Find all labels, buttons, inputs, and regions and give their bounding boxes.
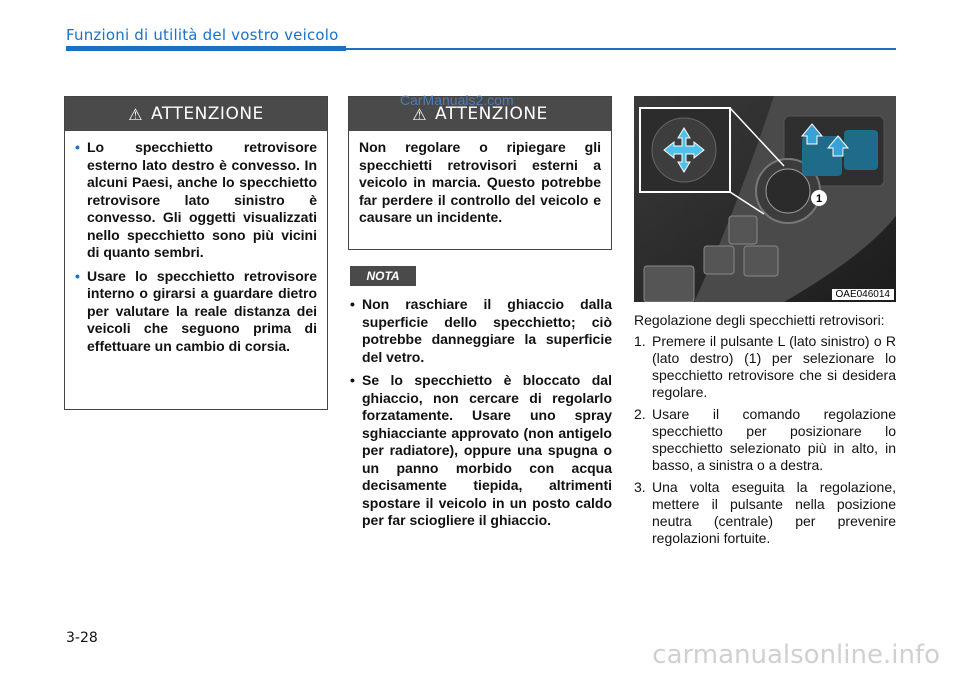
mirror-control-photo [634, 96, 896, 302]
warning-title: ATTENZIONE [435, 104, 548, 124]
warning-title: ATTENZIONE [151, 104, 264, 124]
instructions-intro: Regolazione degli specchietti retrovisori: [634, 312, 885, 328]
instructions [634, 312, 896, 552]
header-rule-thin [346, 48, 896, 50]
warning-item: • Lo specchietto retrovisore esterno lato destro è convesso. In alcuni Paesi, anche lo specchietto retrovisore lato sinistro è convesso. Gli oggetti visualizzati nello specchietto sono più vicini di quanto sembri. [75, 139, 317, 262]
warning-box-middle [348, 96, 612, 250]
nota-item: • Non raschiare il ghiaccio dalla superficie dello specchietto; ciò potrebbe danneggiare la superficie del vetro. [348, 296, 612, 366]
step-item: 1. Premere il pulsante L (lato sinistro) o R (lato destro) (1) per selezionare lo specchietto retrovisore che si desidera regolare. [634, 333, 896, 400]
warning-triangle-icon: ⚠ [412, 104, 428, 124]
nota-label: NOTA [350, 266, 416, 286]
photo-caption: OAE046014 [832, 289, 895, 300]
warning-triangle-icon: ⚠ [128, 104, 144, 124]
nota-list [348, 296, 612, 536]
nota-item: • Se lo specchietto è bloccato dal ghiaccio, non cercare di regolarlo forzatamente. Usare uno spray sghiacciante approvato (non antigelo per radiatore), oppure una spugna o un panno morbido con acqua decisamente tiepida, altrimenti spostare il veicolo in un posto caldo per far sciogliere il ghiaccio. [348, 372, 612, 530]
callout-number: 1 [815, 193, 823, 205]
header-rule-thick [66, 46, 346, 51]
warning-item: • Usare lo specchietto retrovisore interno o girarsi a guardare dietro per valutare la reale distanza dei veicoli che seguono prima di effettuare un cambio di corsia. [75, 268, 317, 356]
page-number: 3-28 [66, 630, 98, 646]
warning-header [65, 97, 327, 131]
warning-text: Non regolare o ripiegare gli specchietti retrovisori esterni a veicolo in marcia. Questo potrebbe far perdere il controllo del veicolo e causare un incidente. [359, 139, 601, 225]
section-title: Funzioni di utilità del vostro veicolo [66, 26, 339, 44]
step-item: 3. Una volta eseguita la regolazione, mettere il pulsante nella posizione neutra (centrale) per prevenire regolazioni fortuite. [634, 479, 896, 546]
footer-watermark: carmanualsonline.info [652, 640, 940, 670]
step-item: 2. Usare il comando regolazione specchietto per posizionare lo specchietto selezionato più in alto, in basso, a sinistra o a destra. [634, 406, 896, 473]
mirror-control-illustration [634, 96, 896, 302]
warning-box-left [64, 96, 328, 410]
watermark-text: CarManuals2.com [400, 92, 514, 108]
